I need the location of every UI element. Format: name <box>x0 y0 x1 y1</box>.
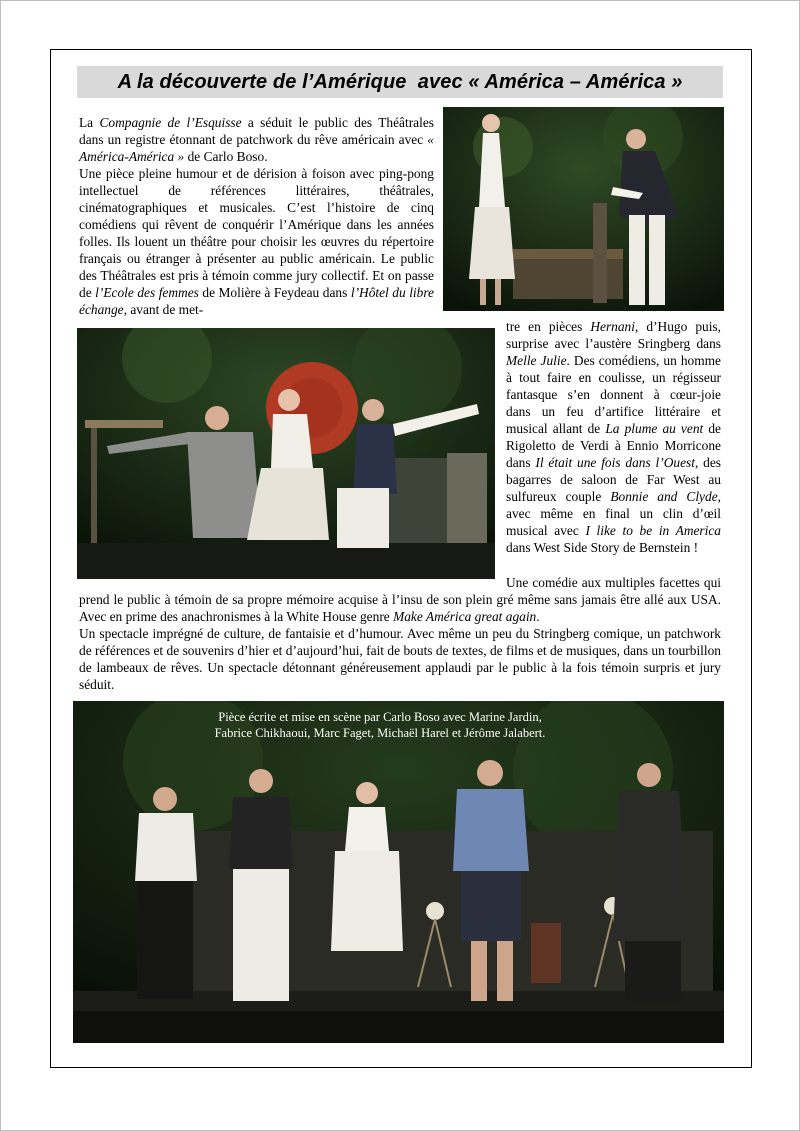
caption-line-2: Fabrice Chikhaoui, Marc Faget, Michaël Harel et Jérôme Jalabert. <box>214 726 546 740</box>
work-title: I like to be in America <box>585 523 721 538</box>
article-title: A la découverte de l’Amérique avec « América – América » <box>117 70 683 93</box>
work-title: Bonnie and Clyde <box>610 489 718 504</box>
text-run: Une comédie aux multiples facettes qui prend le public à témoin de sa propre mémoire acquise à l’insu de son plein gré même sans jamais être allé aux USA. Avec en prime des anachronismes à la White House genre <box>79 575 721 624</box>
caption-line-1: Pièce écrite et mise en scène par Carlo Boso avec Marine Jardin, <box>218 710 542 724</box>
photo-caption <box>130 709 630 741</box>
text-run: de Carlo Boso. <box>184 149 268 164</box>
title-bar <box>77 66 723 98</box>
final-text <box>79 625 721 693</box>
work-title: Melle Julie <box>506 353 567 368</box>
text-run: , d’Hugo puis, surprise avec l’austère Sringberg dans <box>506 319 721 351</box>
text-run: de Molière à Feydeau dans <box>198 285 351 300</box>
work-title: La plume au vent <box>605 421 704 436</box>
photo-duo-illustration <box>443 107 724 311</box>
text-run: , avec même en final un clin d’œil musical avec <box>506 489 721 538</box>
text-run: de Rigoletto de Verdi à Ennio Morricone dans <box>506 421 721 470</box>
photo-curtain-call-illustration <box>73 701 724 1043</box>
text-run: a séduit le public des Théâtrales dans un registre étonnant de patchwork du rêve américain avec <box>79 115 434 147</box>
text-run: Une pièce pleine humour et de dérision à foison avec ping-pong intellectuel de références littéraires, théâtrales, cinématographiques et musicales. C’est l’histoire de cinq comédiens qui rêvent de conquérir l’Amérique dans les années folles. Ils louent un théâtre pour choisir les œuvres du répertoire français ou étranger à présenter au public américain. Le public des Théâtrales est pris à témoin comme jury collectif. Et on passe de <box>79 166 434 300</box>
text-run: La <box>79 115 100 130</box>
text-run: Un spectacle imprégné de culture, de fantaisie et d’humour. Avec même un peu du Stringberg comique, un patchwork de références et de souvenirs d’hier et d’aujourd’hui, fait de bouts de textes, de films et de musiques, dans un tourbillon de lambeaux de rêves. Un spectacle détonnant généreusement applaudi par le public à la fois témoin surpris et jury séduit. <box>79 626 721 692</box>
text-run: tre en pièces <box>506 319 591 334</box>
middle-text <box>506 318 721 556</box>
slogan: Make América great again <box>393 609 537 624</box>
text-run: , des bagarres de saloon de Far West au sulfureux couple <box>506 455 721 504</box>
play-title: « América-América » <box>79 132 434 164</box>
curtain-call-photo <box>73 701 724 1043</box>
company-name: Compagnie de l’Esquisse <box>99 115 242 130</box>
photo-trio-illustration <box>77 328 495 579</box>
work-title: l’Hôtel du libre échange <box>79 285 434 317</box>
work-title: l’Ecole des femmes <box>95 285 199 300</box>
closing-text-body <box>79 574 721 625</box>
stage-trio-photo <box>77 328 495 579</box>
work-title: Il était une fois dans l’Ouest <box>535 455 695 470</box>
text-run: . <box>536 609 540 624</box>
work-title: Hernani <box>590 319 635 334</box>
text-run: , avant de met- <box>123 302 204 317</box>
stage-duo-photo <box>443 107 724 311</box>
text-run: dans West Side Story de Bernstein ! <box>506 540 699 555</box>
intro-text <box>79 114 434 318</box>
text-run: . Des comédiens, un homme à tout faire en coulisse, un régisseur fantasque s’en donnent à cœur-joie dans un feu d’artifice littéraire et musical allant de <box>506 353 722 436</box>
